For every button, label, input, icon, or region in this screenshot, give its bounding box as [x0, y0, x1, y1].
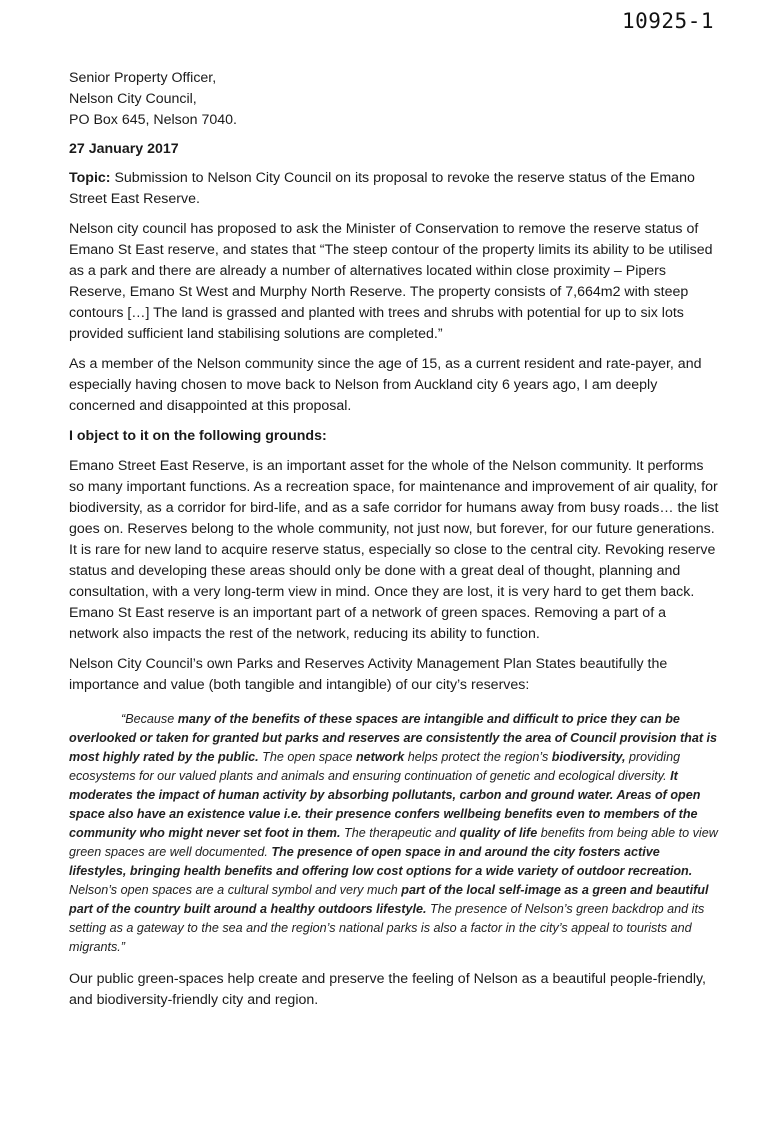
quote-seg-bold: part of the local self-image as a green and beautiful part of the country built around a healthy outdoors lifestyle. [69, 883, 709, 916]
address-line-3: PO Box 645, Nelson 7040. [69, 112, 237, 128]
quote-seg-bold: many of the benefits of these spaces are intangible and difficult to price they can be overlooked or taken for granted but parks and reserves are consistently the area of Council provision that is most highly rated by the public. [69, 712, 718, 764]
quote-seg: providing ecosystems for our valued plants and animals and ensuring continuation of genetic and ecological diversity. [69, 750, 681, 783]
address-line-2: Nelson City Council, [69, 91, 197, 107]
concern-paragraph: As a member of the Nelson community since the age of 15, as a current resident and rate-payer, and especially having chosen to move back to Nelson from Auckland city 6 years ago, I am deeply concerned and disappointed at this proposal. [69, 356, 702, 414]
plan-intro-paragraph: Nelson City Council’s own Parks and Reserves Activity Management Plan States beautifully the importance and value (both tangible and intangible) of our city’s reserves: [69, 656, 668, 693]
proposal-paragraph: Nelson city council has proposed to ask the Minister of Conservation to remove the reserve status of Emano St East reserve, and states that “The steep contour of the property limits its ability to be utilised as a park and there are already a number of alternatives located within close proximity – Pipers Reserve, Emano St West and Murphy North Reserve. The property consists of 7,664m2 with steep contours […] The land is grassed and planted with trees and shrubs with potential for up to six lots provided sufficient land stabilising solutions are completed.” [69, 221, 713, 342]
address-line-1: Senior Property Officer, [69, 70, 217, 86]
quote-seg: benefits from being able to view green spaces are well documented. [69, 826, 718, 859]
quote-seg-bold: The presence of open space in and around the city fosters active lifestyles, bringing health benefits and offering low cost options for a wide variety of outdoor recreation. [69, 845, 693, 878]
quote-seg-bold: quality of life [459, 826, 538, 840]
topic-text: Submission to Nelson City Council on its proposal to revoke the reserve status of the Emano Street East Reserve. [69, 170, 695, 207]
quote-seg: Nelson’s open spaces are a cultural symbol and very much [69, 883, 402, 897]
quote-seg: The therapeutic and [340, 826, 460, 840]
grounds-paragraph: Emano Street East Reserve, is an important asset for the whole of the Nelson community. It performs so many important functions. As a recreation space, for maintenance and improvement of air quality, for biodiversity, as a corridor for bird-life, and as a safe corridor for humans away from busy roads… the list goes on. Reserves belong to the whole community, not just now, but forever, for our future generations. It is rare for new land to acquire reserve status, especially so close to the central city. Revoking reserve status and developing these areas should only be done with a great deal of thought, planning and consultation, with a very long-term view in mind. Once they are lost, it is very hard to get them back. Emano St East reserve is an important part of a network of green spaces. Removing a part of a network also impacts the rest of the network, reducing its ability to function. [69, 458, 719, 642]
objection-heading: I object to it on the following grounds: [69, 428, 327, 444]
document-reference-number: 10925-1 [621, 9, 714, 33]
plan-quote [69, 710, 719, 957]
topic-paragraph [69, 168, 719, 210]
quote-seg-bold: network [355, 750, 405, 764]
quote-seg-bold: biodiversity, [551, 750, 626, 764]
quote-seg: The presence of Nelson’s green backdrop and its setting as a gateway to the sea and the region’s national parks is also a factor in the city’s appeal to tourists and migrants.” [69, 902, 705, 954]
quote-seg-bold: It moderates the impact of human activity by absorbing pollutants, carbon and ground water. Areas of open space also have an existence value i.e. their presence confers wellbeing benefits even to members of the community who might never set foot in them. [69, 769, 701, 840]
closing-paragraph: Our public green-spaces help create and preserve the feeling of Nelson as a beautiful people-friendly, and biodiversity-friendly city and region. [69, 971, 706, 1008]
topic-label: Topic: [69, 170, 111, 186]
letter-body [69, 68, 719, 1020]
letter-date: 27 January 2017 [69, 141, 179, 157]
quote-seg: helps protect the region’s [404, 750, 552, 764]
recipient-address [69, 68, 719, 131]
quote-seg: The open space [258, 750, 356, 764]
quote-seg: “Because [121, 712, 178, 726]
